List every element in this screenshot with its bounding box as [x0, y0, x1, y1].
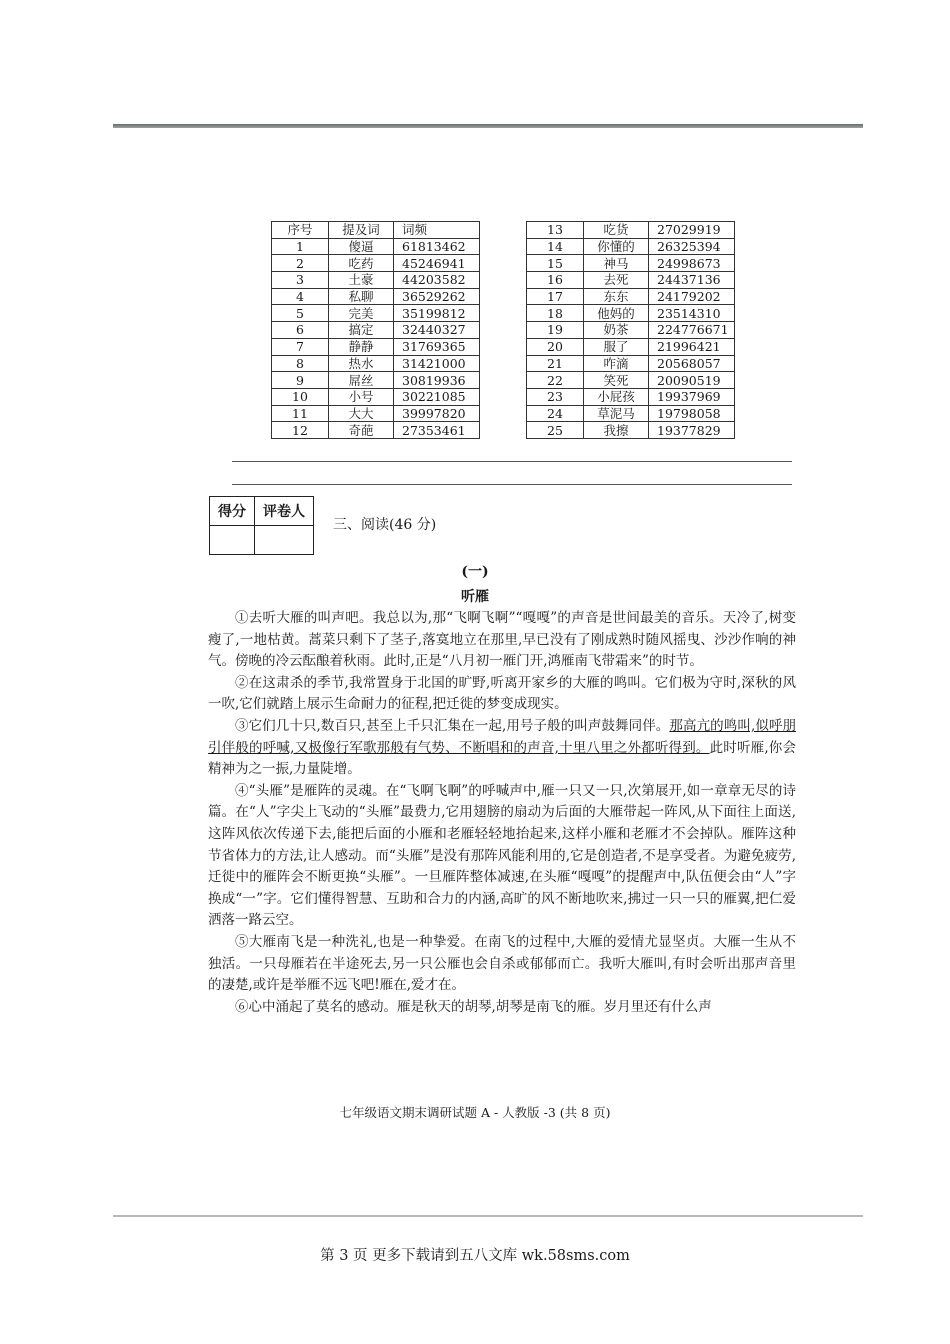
frequency-cell: 24998673 [649, 255, 735, 272]
word-cell: 吃药 [329, 255, 394, 272]
separator-line [232, 461, 792, 462]
table-row [527, 222, 735, 239]
rank-cell: 15 [527, 255, 584, 272]
word-cell: 搞定 [329, 322, 394, 339]
rank-cell: 21 [527, 355, 584, 372]
paragraph-6: ⑥心中涌起了莫名的感动。雁是秋天的胡琴,胡琴是南飞的雁。岁月里还有什么声 [235, 998, 712, 1015]
rank-cell: 2 [272, 255, 329, 272]
table-row [527, 238, 735, 255]
rank-cell: 13 [527, 222, 584, 239]
rank-cell: 24 [527, 405, 584, 422]
word-cell: 小号 [329, 388, 394, 405]
word-cell: 奶茶 [584, 322, 649, 339]
paragraph-3-end: 此时听雁,你会精神为之一振,力量陡增。 [208, 739, 796, 778]
frequency-cell: 27029919 [649, 222, 735, 239]
rank-cell: 10 [272, 388, 329, 405]
word-frequency-table-right [526, 221, 735, 439]
frequency-cell: 39997820 [394, 405, 480, 422]
table-row [272, 238, 480, 255]
table-row [272, 388, 480, 405]
table-row [272, 255, 480, 272]
word-cell: 土豪 [329, 272, 394, 289]
page-footer: 第 3 页 更多下载请到五八文库 wk.58sms.com [320, 1248, 630, 1264]
frequency-cell: 35199812 [394, 305, 480, 322]
rank-cell: 6 [272, 322, 329, 339]
frequency-cell: 61813462 [394, 238, 480, 255]
underlined-sentence: 那高亢的鸣叫,似呼朋引伴般的呼喊,又极像行军歌那般有气势、不断唱和的声音,十里八里之外都听得到。 [208, 717, 796, 756]
word-cell: 奇葩 [329, 422, 394, 439]
score-box [209, 496, 314, 555]
table-row [272, 288, 480, 305]
table-row [527, 405, 735, 422]
frequency-cell: 19937969 [649, 388, 735, 405]
table-row [527, 255, 735, 272]
bottom-rule [113, 1215, 863, 1217]
rank-cell: 4 [272, 288, 329, 305]
frequency-cell: 45246941 [394, 255, 480, 272]
table-header-row [272, 222, 480, 239]
frequency-cell: 36529262 [394, 288, 480, 305]
rank-cell: 20 [527, 338, 584, 355]
table-row [272, 355, 480, 372]
frequency-cell: 32440327 [394, 322, 480, 339]
word-cell: 热水 [329, 355, 394, 372]
word-frequency-table-left [271, 221, 480, 439]
word-cell: 私聊 [329, 288, 394, 305]
frequency-cell: 44203582 [394, 272, 480, 289]
frequency-cell: 24437136 [649, 272, 735, 289]
column-header: 序号 [272, 222, 329, 239]
rank-cell: 1 [272, 238, 329, 255]
word-cell: 笑死 [584, 372, 649, 389]
table-row [527, 322, 735, 339]
frequency-cell: 19377829 [649, 422, 735, 439]
section-title: 三、阅读(46 分) [333, 517, 437, 533]
rank-cell: 18 [527, 305, 584, 322]
grader-label: 评卷人 [255, 497, 314, 526]
table-row [272, 322, 480, 339]
rank-cell: 12 [272, 422, 329, 439]
rank-cell: 16 [527, 272, 584, 289]
rank-cell: 23 [527, 388, 584, 405]
score-label: 得分 [210, 497, 255, 526]
word-cell: 他妈的 [584, 305, 649, 322]
table-row [272, 305, 480, 322]
exam-footer: 七年级语文期末调研试题 A - 人教版 -3 (共 8 页) [339, 1105, 611, 1120]
table-row [272, 372, 480, 389]
word-cell: 服了 [584, 338, 649, 355]
word-cell: 你懂的 [584, 238, 649, 255]
frequency-cell: 24179202 [649, 288, 735, 305]
rank-cell: 22 [527, 372, 584, 389]
grader-cell[interactable] [255, 526, 314, 555]
frequency-cell: 27353461 [394, 422, 480, 439]
top-rule [113, 124, 863, 128]
rank-cell: 25 [527, 422, 584, 439]
frequency-cell: 23514310 [649, 305, 735, 322]
word-cell: 小屁孩 [584, 388, 649, 405]
table-row [527, 305, 735, 322]
essay-body [208, 608, 796, 1018]
word-cell: 我擦 [584, 422, 649, 439]
frequency-cell: 31421000 [394, 355, 480, 372]
table-row [527, 338, 735, 355]
rank-cell: 17 [527, 288, 584, 305]
word-cell: 傻逼 [329, 238, 394, 255]
column-header: 词频 [394, 222, 480, 239]
table-row [272, 422, 480, 439]
table-row [527, 372, 735, 389]
rank-cell: 19 [527, 322, 584, 339]
rank-cell: 14 [527, 238, 584, 255]
frequency-cell: 21996421 [649, 338, 735, 355]
score-cell[interactable] [210, 526, 255, 555]
paragraph-3 [208, 716, 796, 781]
part-label: (一) [461, 564, 489, 580]
rank-cell: 7 [272, 338, 329, 355]
table-row [527, 355, 735, 372]
word-cell: 屌丝 [329, 372, 394, 389]
word-cell: 完美 [329, 305, 394, 322]
essay-title: 听雁 [461, 589, 489, 605]
word-cell: 咋滴 [584, 355, 649, 372]
word-cell: 东东 [584, 288, 649, 305]
column-header: 提及词 [329, 222, 394, 239]
paragraph-2: ②在这肃杀的季节,我常置身于北国的旷野,听离开家乡的大雁的鸣叫。它们极为守时,深秋的风一吹,它们就踏上展示生命耐力的征程,把迁徙的梦变成现实。 [208, 674, 796, 713]
table-row [272, 272, 480, 289]
table-row [272, 338, 480, 355]
table-row [527, 288, 735, 305]
paragraph-4: ④“头雁”是雁阵的灵魂。在“飞啊飞啊”的呼喊声中,雁一只又一只,次第展开,如一章章无尽的诗篇。在“人”字尖上飞动的“头雁”最费力,它用翅膀的扇动为后面的大雁带起一阵风,从下面往上面送,这阵风依次传递下去,能把后面的小雁和老雁轻轻地抬起来,这样小雁和老雁才不会掉队。雁阵这种节省体力的方法,让人感动。而“头雁”是没有那阵风能利用的,它是创造者,不是享受者。为避免疲劳,迁徙中的雁阵会不断更换“头雁”。一旦雁阵整体减速,在头雁“嘎嘎”的提醒声中,队伍便会由“人”字换成“一”字。它们懂得智慧、互助和合力的内涵,高旷的风不断地吹来,拂过一只一只的雁翼,把仁爱洒落一路云空。 [208, 782, 796, 929]
rank-cell: 3 [272, 272, 329, 289]
word-cell: 静静 [329, 338, 394, 355]
table-row [527, 388, 735, 405]
frequency-cell: 20090519 [649, 372, 735, 389]
frequency-cell: 19798058 [649, 405, 735, 422]
rank-cell: 5 [272, 305, 329, 322]
rank-cell: 9 [272, 372, 329, 389]
frequency-cell: 30221085 [394, 388, 480, 405]
frequency-cell: 31769365 [394, 338, 480, 355]
frequency-cell: 20568057 [649, 355, 735, 372]
table-row [527, 272, 735, 289]
word-cell: 神马 [584, 255, 649, 272]
table-row [272, 405, 480, 422]
frequency-cell: 30819936 [394, 372, 480, 389]
separator-line [232, 484, 792, 485]
frequency-cell: 26325394 [649, 238, 735, 255]
paragraph-3-text: ③它们几十只,数百只,甚至上千只汇集在一起,用号子般的叫声鼓舞同伴。 [235, 717, 670, 734]
word-cell: 草泥马 [584, 405, 649, 422]
word-cell: 大大 [329, 405, 394, 422]
word-cell: 去死 [584, 272, 649, 289]
paragraph-1: ①去听大雁的叫声吧。我总以为,那“飞啊飞啊”“嘎嘎”的声音是世间最美的音乐。天冷了,树变瘦了,一地枯黄。蒿菜只剩下了茎子,落寞地立在那里,早已没有了刚成熟时随风摇曳、沙沙作响的神气。傍晚的冷云酝酿着秋雨。此时,正是“八月初一雁门开,鸿雁南飞带霜来”的时节。 [208, 610, 796, 670]
rank-cell: 8 [272, 355, 329, 372]
rank-cell: 11 [272, 405, 329, 422]
paragraph-5: ⑤大雁南飞是一种洗礼,也是一种挚爱。在南飞的过程中,大雁的爱情尤显坚贞。大雁一生从不独活。一只母雁若在半途死去,另一只公雁也会自杀或郁郁而亡。我听大雁叫,有时会听出那声音里的凄楚,或许是举雁不远飞吧!雁在,爱才在。 [208, 933, 796, 994]
table-row [527, 422, 735, 439]
word-cell: 吃货 [584, 222, 649, 239]
frequency-cell: 224776671 [649, 322, 735, 339]
